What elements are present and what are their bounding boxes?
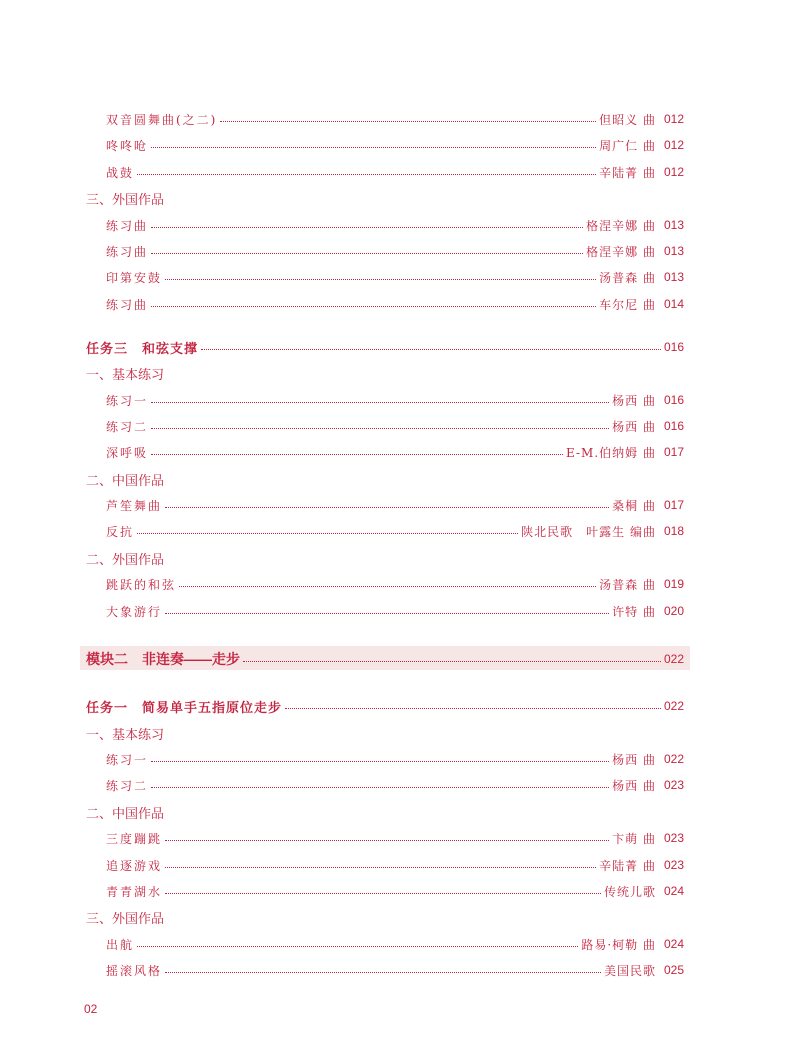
entry-composer: 汤普森 曲 xyxy=(599,270,656,285)
entry-title: 跳跃的和弦 xyxy=(106,577,177,592)
toc-entry xyxy=(0,161,790,183)
entry-composer: 卞萌 曲 xyxy=(612,831,656,846)
entry-title: 青青湖水 xyxy=(106,884,163,899)
dot-leader xyxy=(151,146,596,148)
toc-entry xyxy=(0,134,790,156)
dot-leader xyxy=(151,786,609,788)
toc-entry xyxy=(0,214,790,236)
entry-title: 一、基本练习 xyxy=(86,726,165,742)
toc-entry xyxy=(0,880,790,902)
dot-leader xyxy=(179,585,596,587)
entry-page-number: 017 xyxy=(663,498,684,512)
entry-page-number: 023 xyxy=(663,831,684,845)
page-number: 02 xyxy=(84,1002,98,1016)
dot-leader xyxy=(151,453,563,455)
toc-task-heading xyxy=(0,695,790,717)
entry-composer: 杨西 曲 xyxy=(612,393,656,408)
dot-leader xyxy=(165,612,609,614)
entry-composer: 格涅辛娜 曲 xyxy=(586,218,656,233)
toc-entry xyxy=(0,266,790,288)
entry-page-number: 024 xyxy=(663,937,684,951)
entry-title: 二、外国作品 xyxy=(86,551,165,567)
entry-title: 模块二 非连奏——走步 xyxy=(86,651,240,667)
entry-page-number: 024 xyxy=(663,884,684,898)
entry-title: 练习一 xyxy=(106,752,149,767)
toc-section-heading xyxy=(0,547,790,569)
entry-title: 二、中国作品 xyxy=(86,805,165,821)
toc-task-heading xyxy=(0,336,790,358)
entry-page-number: 019 xyxy=(663,577,684,591)
entry-title: 任务一 简易单手五指原位走步 xyxy=(86,699,283,715)
entry-title: 练习二 xyxy=(106,778,149,793)
toc-section-heading xyxy=(0,722,790,744)
entry-title: 双音圆舞曲(之二) xyxy=(106,112,218,127)
dot-leader xyxy=(285,707,661,709)
entry-title: 任务三 和弦支撑 xyxy=(86,340,199,356)
entry-title: 深呼吸 xyxy=(106,445,149,460)
entry-title: 练习曲 xyxy=(106,297,149,312)
entry-page-number: 022 xyxy=(663,699,684,713)
entry-page-number: 012 xyxy=(663,138,684,152)
entry-composer: 陕北民歌 叶露生 编曲 xyxy=(521,524,656,539)
entry-title: 印第安鼓 xyxy=(106,270,163,285)
entry-page-number: 013 xyxy=(663,244,684,258)
entry-title: 咚咚呛 xyxy=(106,138,149,153)
entry-composer: 汤普森 曲 xyxy=(599,577,656,592)
entry-composer: E-M.伯纳姆 曲 xyxy=(566,445,656,460)
toc-entry xyxy=(0,108,790,130)
entry-page-number: 016 xyxy=(663,419,684,433)
toc-entry xyxy=(0,600,790,622)
entry-title: 摇滚风格 xyxy=(106,963,163,978)
dot-leader xyxy=(165,866,596,868)
entry-title: 反抗 xyxy=(106,524,135,539)
entry-composer: 杨西 曲 xyxy=(612,752,656,767)
entry-title: 芦笙舞曲 xyxy=(106,498,163,513)
entry-title: 三、外国作品 xyxy=(86,910,165,926)
toc-section-heading xyxy=(0,187,790,209)
dot-leader xyxy=(201,348,661,350)
dot-leader xyxy=(137,532,518,534)
entry-page-number: 018 xyxy=(663,524,684,538)
entry-title: 出航 xyxy=(106,937,135,952)
entry-composer: 传统儿歌 xyxy=(603,884,656,899)
entry-title: 三、外国作品 xyxy=(86,191,165,207)
toc-entry xyxy=(0,441,790,463)
toc-entry xyxy=(0,293,790,315)
dot-leader xyxy=(165,892,601,894)
entry-title: 练习二 xyxy=(106,419,149,434)
entry-page-number: 017 xyxy=(663,445,684,459)
entry-page-number: 023 xyxy=(663,778,684,792)
entry-page-number: 022 xyxy=(663,652,684,666)
toc-entry xyxy=(0,389,790,411)
entry-title: 一、基本练习 xyxy=(86,366,165,382)
entry-page-number: 025 xyxy=(663,963,684,977)
entry-title: 战鼓 xyxy=(106,165,135,180)
dot-leader xyxy=(165,506,609,508)
toc-entry xyxy=(0,520,790,542)
dot-leader xyxy=(151,401,609,403)
toc-section-heading xyxy=(0,906,790,928)
dot-leader xyxy=(151,305,596,307)
entry-page-number: 014 xyxy=(663,297,684,311)
toc-entry xyxy=(0,748,790,770)
entry-composer: 车尔尼 曲 xyxy=(599,297,656,312)
dot-leader xyxy=(151,427,609,429)
entry-composer: 辛陆菁 曲 xyxy=(599,165,656,180)
entry-title: 二、中国作品 xyxy=(86,472,165,488)
dot-leader xyxy=(151,252,583,254)
entry-page-number: 013 xyxy=(663,270,684,284)
toc-entry xyxy=(0,959,790,981)
dot-leader xyxy=(151,226,583,228)
entry-title: 练习一 xyxy=(106,393,149,408)
entry-composer: 路易·柯勒 曲 xyxy=(581,937,656,952)
entry-page-number: 020 xyxy=(663,604,684,618)
entry-composer: 辛陆菁 曲 xyxy=(599,858,656,873)
toc-entry xyxy=(0,494,790,516)
dot-leader xyxy=(151,760,609,762)
entry-composer: 杨西 曲 xyxy=(612,778,656,793)
toc-entry xyxy=(0,240,790,262)
entry-composer: 格涅辛娜 曲 xyxy=(586,244,656,259)
toc-entry xyxy=(0,933,790,955)
entry-title: 大象游行 xyxy=(106,604,163,619)
toc-entry xyxy=(0,415,790,437)
toc-module-heading xyxy=(0,648,790,670)
toc-section-heading xyxy=(0,801,790,823)
entry-composer: 美国民歌 xyxy=(603,963,656,978)
dot-leader xyxy=(165,839,609,841)
entry-page-number: 022 xyxy=(663,752,684,766)
dot-leader xyxy=(137,945,578,947)
dot-leader xyxy=(165,971,601,973)
toc-entry xyxy=(0,774,790,796)
dot-leader xyxy=(137,173,596,175)
dot-leader xyxy=(220,120,596,122)
entry-title: 练习曲 xyxy=(106,218,149,233)
entry-title: 三度蹦跳 xyxy=(106,831,163,846)
entry-page-number: 012 xyxy=(663,112,684,126)
toc-section-heading xyxy=(0,362,790,384)
entry-title: 追逐游戏 xyxy=(106,858,163,873)
dot-leader xyxy=(243,660,661,662)
entry-page-number: 023 xyxy=(663,858,684,872)
entry-composer: 周广仁 曲 xyxy=(599,138,656,153)
toc-entry xyxy=(0,854,790,876)
entry-page-number: 016 xyxy=(663,393,684,407)
entry-page-number: 012 xyxy=(663,165,684,179)
entry-composer: 杨西 曲 xyxy=(612,419,656,434)
toc-entry xyxy=(0,827,790,849)
entry-page-number: 016 xyxy=(663,340,684,354)
toc-section-heading xyxy=(0,468,790,490)
toc-entry xyxy=(0,573,790,595)
entry-page-number: 013 xyxy=(663,218,684,232)
entry-composer: 桑桐 曲 xyxy=(612,498,656,513)
entry-composer: 许特 曲 xyxy=(612,604,656,619)
entry-composer: 但昭义 曲 xyxy=(599,112,656,127)
dot-leader xyxy=(165,278,596,280)
entry-title: 练习曲 xyxy=(106,244,149,259)
